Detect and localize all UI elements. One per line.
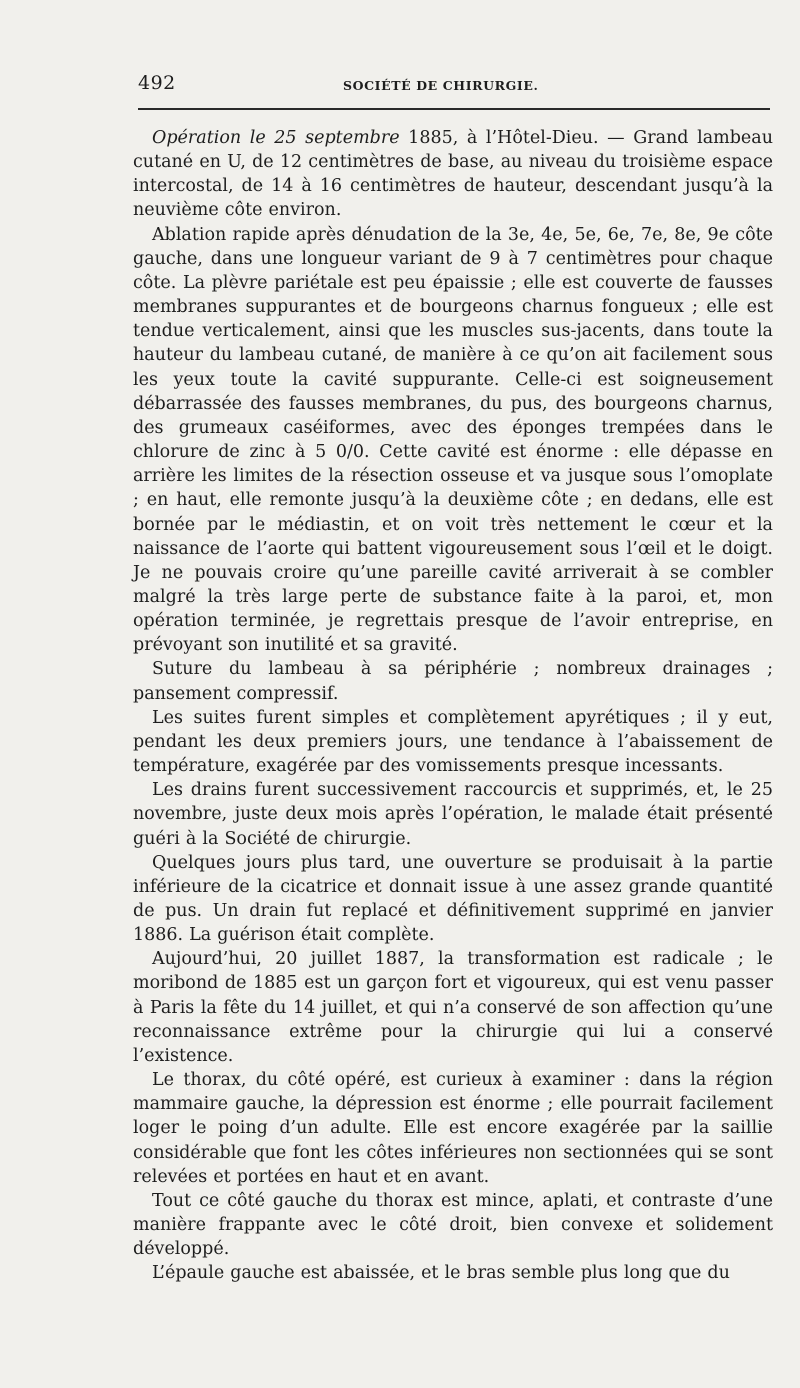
running-title: SOCIÉTÉ DE CHIRURGIE. bbox=[343, 78, 539, 93]
paragraph-epaule: L’épaule gauche est abaissée, et le bras semble plus long que du bbox=[152, 1263, 730, 1284]
page-header bbox=[138, 72, 770, 102]
operation-date-lead: Opération le 25 septembre bbox=[152, 128, 400, 148]
paragraph-cote-gauche: Tout ce côté gauche du thorax est mince, aplati, et contraste d’une manière frappante avec le côté droit, bien convexe et solidement développé. bbox=[133, 1190, 773, 1260]
paragraph-ouverture: Quelques jours plus tard, une ouverture se produisait à la partie inférieure de la cicatrice et donnait issue à une assez grande quantité de pus. Un drain fut replacé et définitivement supprimé en janvier 1886. La guérison était complète. bbox=[133, 852, 773, 946]
paragraph-suture: Suture du lambeau à sa périphérie ; nombreux drainages ; pansement compressif. bbox=[133, 659, 773, 704]
paragraph-drains: Les drains furent successivement raccourcis et supprimés, et, le 25 novembre, juste deux mois après l’opération, le malade était présenté guéri à la Société de chirurgie. bbox=[133, 780, 773, 849]
header-rule bbox=[138, 108, 770, 110]
paragraph-thorax: Le thorax, du côté opéré, est curieux à examiner : dans la région mammaire gauche, la dépression est énorme ; elle pourrait facilement loger le poing d’un adulte. Elle est encore exagérée par la saillie considérable que font les côtes inférieures non sectionnées qui se sont relevées et portées en haut et en avant. bbox=[133, 1070, 773, 1187]
page-number: 492 bbox=[138, 72, 176, 94]
paragraph-suites: Les suites furent simples et complètement apyrétiques ; il y eut, pendant les deux premiers jours, une tendance à l’abaissement de température, exagérée par des vomissements presque incessants. bbox=[133, 707, 773, 777]
operation-description: 1885, à l’Hôtel-Dieu. — Grand lambeau cutané en U, de 12 centimètres de base, au niveau du troisième espace intercostal, de 14 à 16 centimètres de hauteur, descendant jusqu’à la neuvième côte environ. bbox=[133, 128, 773, 221]
paragraph-ablation: Ablation rapide après dénudation de la 3e, 4e, 5e, 6e, 7e, 8e, 9e côte gauche, dans une longueur variant de 9 à 7 centimètres pour chaque côte. La plèvre pariétale est peu épaissie ; elle est couverte de fausses membranes suppurantes et de bourgeons charnus fongueux ; elle est tendue verticalement, ainsi que les muscles sus-jacents, dans toute la hauteur du lambeau cutané, de manière à ce qu’on ait facilement sous les yeux toute la cavité suppurante. Celle-ci est soigneusement débarrassée des fausses membranes, du pus, des bourgeons charnus, des grumeaux caséiformes, avec des éponges trempées dans le chlorure de zinc à 5 0/0. Cette cavité est énorme : elle dépasse en arrière les limites de la résection osseuse et va jusque sous l’omoplate ; en haut, elle remonte jusqu’à la deuxième côte ; en dedans, elle est bornée par le médiastin, et on voit très nettement le cœur et la naissance de l’aorte qui battent vigoureusement sous l’œil et le doigt. Je ne pouvais croire qu’une pareille cavité arriverait à se combler malgré la très large perte de substance faite à la paroi, et, mon opération terminée, je regrettais presque de l’avoir entreprise, en prévoyant son inutilité et sa gravité. bbox=[133, 224, 773, 656]
paragraph-aujourdhui: Aujourd’hui, 20 juillet 1887, la transformation est radicale ; le moribond de 1885 est un garçon fort et vigoureux, qui est venu passer à Paris la fête du 14 juillet, et qui n’a conservé de son affection qu’une reconnaissance extrême pour la chirurgie qui lui a conservé l’existence. bbox=[133, 949, 773, 1066]
body-text bbox=[133, 126, 773, 1286]
paragraph-operation bbox=[133, 126, 773, 223]
